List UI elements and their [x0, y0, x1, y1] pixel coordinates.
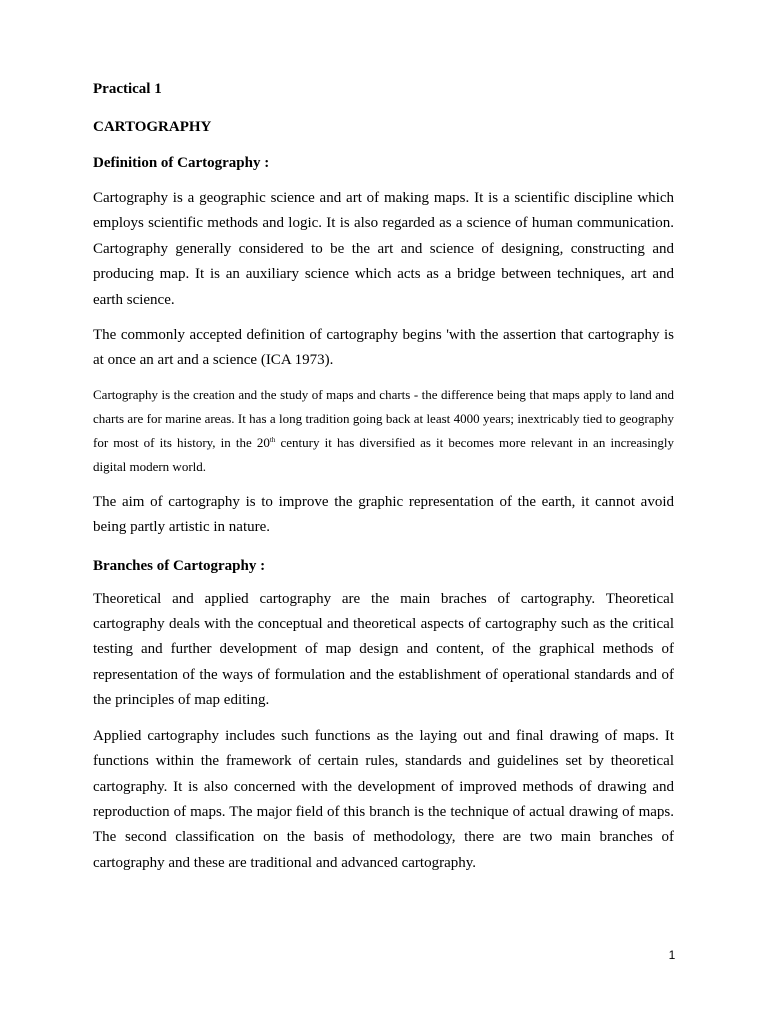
branches-heading: Branches of Cartography : — [93, 557, 266, 574]
superscript-th: th — [269, 435, 276, 444]
definition-paragraph-4: The aim of cartography is to improve the graphic representation of the earth, it cannot avoid being partly artistic in nature. — [93, 493, 674, 536]
document-body — [93, 78, 674, 876]
definition-paragraph-3-text-start: Cartography is the creation and the study of maps and charts - the difference being that maps apply to land and charts are for marine areas. It has a long tradition going back at least 4000 years; inextricably tied to geography for most of its history, in the 20 — [93, 386, 674, 450]
definition-paragraph-3 — [93, 383, 674, 479]
definition-paragraph-3-text-end: century it has diversified as it becomes more relevant in an increasingly digital modern world. — [93, 434, 674, 474]
page-number: 1 — [668, 948, 676, 962]
definition-paragraph-1: Cartography is a geographic science and art of making maps. It is a scientific discipline which employs scientific methods and logic. It is also regarded as a science of human communication. Cartography generally considered to be the art and science of designing, constructing and producing map. It is an auxiliary science which acts as a bridge between techniques, art and earth science. — [93, 190, 674, 308]
definition-heading: Definition of Cartography : — [93, 155, 270, 171]
branches-paragraph-1: Theoretical and applied cartography are the main braches of cartography. Theoretical cartography deals with the conceptual and theoretical aspects of cartography such as the critical testing and further development of map design and content, of the graphical methods of representation of the ways of formulation and the establishment of operational standards and of the principles of map editing. — [93, 590, 674, 709]
definition-paragraph-2: The commonly accepted definition of cartography begins 'with the assertion that cartography is at once an art and a science (ICA 1973). — [93, 327, 674, 369]
branches-paragraph-2: Applied cartography includes such functions as the laying out and final drawing of maps. It functions within the framework of certain rules, standards and guidelines set by theoretical cartography. It is also concerned with the development of improved methods of drawing and reproduction of maps. The major field of this branch is the technique of actual drawing of maps. The second classification on the basis of methodology, there are two main branches of cartography and these are traditional and advanced cartography. — [93, 727, 674, 871]
practical-label: Practical 1 — [93, 81, 162, 97]
document-title: CARTOGRAPHY — [93, 119, 212, 135]
